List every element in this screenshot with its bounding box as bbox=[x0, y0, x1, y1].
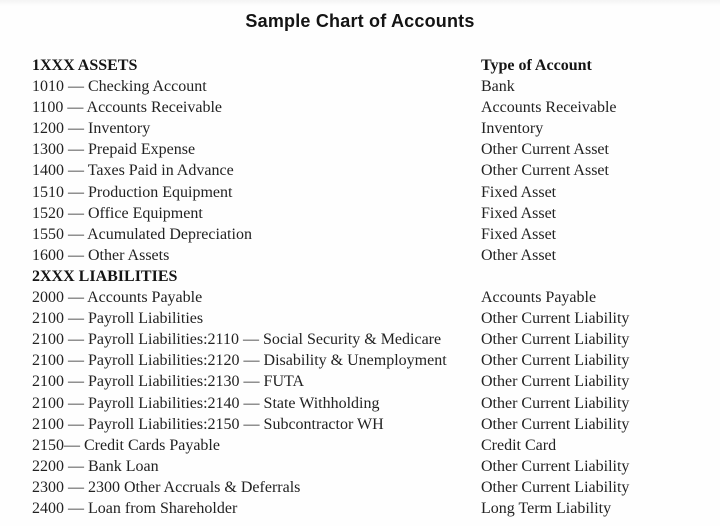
account-type-cell: Other Current Liability bbox=[481, 478, 630, 496]
account-type-cell: Accounts Payable bbox=[481, 289, 597, 307]
account-type-cell: Other Asset bbox=[481, 246, 557, 264]
table-row bbox=[32, 414, 706, 435]
account-type-cell: Fixed Asset bbox=[481, 225, 557, 243]
table-row bbox=[32, 224, 706, 245]
account-cell: 2100 — Payroll Liabilities:2130 — FUTA bbox=[32, 373, 305, 391]
table-row bbox=[32, 245, 706, 266]
account-type-cell: Other Current Asset bbox=[481, 141, 609, 159]
account-type-cell: Fixed Asset bbox=[481, 204, 557, 222]
account-type-cell: Other Current Liability bbox=[481, 373, 630, 391]
table-row bbox=[32, 266, 706, 287]
account-type-cell: Long Term Liability bbox=[481, 499, 612, 517]
table-row bbox=[32, 393, 706, 414]
account-cell: 2100 — Payroll Liabilities bbox=[32, 310, 204, 328]
account-type-cell: Fixed Asset bbox=[481, 183, 557, 201]
page-title: Sample Chart of Accounts bbox=[245, 11, 475, 31]
account-type-cell: Other Current Liability bbox=[481, 457, 630, 475]
account-cell: 1600 — Other Assets bbox=[32, 246, 170, 264]
account-type-cell: Type of Account bbox=[481, 57, 592, 74]
chart-of-accounts-table bbox=[32, 55, 706, 519]
account-cell: 1400 — Taxes Paid in Advance bbox=[32, 162, 234, 180]
account-cell: 1520 — Office Equipment bbox=[32, 204, 203, 222]
account-type-cell: Other Current Asset bbox=[481, 162, 609, 180]
account-type-cell: Bank bbox=[481, 78, 515, 96]
account-type-cell: Inventory bbox=[481, 120, 544, 138]
account-cell: 2150— Credit Cards Payable bbox=[32, 436, 220, 454]
account-cell: 2100 — Payroll Liabilities:2150 — Subcontractor WH bbox=[32, 415, 384, 433]
table-row bbox=[32, 456, 706, 477]
table-row bbox=[32, 55, 706, 76]
account-cell: 2000 — Accounts Payable bbox=[32, 289, 203, 307]
account-cell: 1XXX ASSETS bbox=[32, 57, 138, 74]
account-cell: 1200 — Inventory bbox=[32, 120, 151, 138]
table-row bbox=[32, 160, 706, 181]
account-cell: 2300 — 2300 Other Accruals & Deferrals bbox=[32, 478, 301, 496]
table-row bbox=[32, 435, 706, 456]
account-cell: 2200 — Bank Loan bbox=[32, 457, 159, 475]
account-cell: 1300 — Prepaid Expense bbox=[32, 141, 196, 159]
account-type-cell: Other Current Liability bbox=[481, 352, 630, 370]
account-cell: 1010 — Checking Account bbox=[32, 78, 207, 96]
table-row bbox=[32, 477, 706, 498]
table-row bbox=[32, 203, 706, 224]
account-cell: 1100 — Accounts Receivable bbox=[32, 99, 223, 117]
account-cell: 2100 — Payroll Liabilities:2120 — Disability & Unemployment bbox=[32, 352, 447, 370]
account-type-cell: Accounts Receivable bbox=[481, 99, 617, 117]
account-cell: 2XXX LIABILITIES bbox=[32, 267, 178, 285]
account-cell: 2100 — Payroll Liabilities:2140 — State Withholding bbox=[32, 394, 380, 412]
account-type-cell: Other Current Liability bbox=[481, 331, 630, 349]
table-row bbox=[32, 350, 706, 371]
table-row bbox=[32, 76, 706, 97]
account-cell: 1510 — Production Equipment bbox=[32, 183, 233, 201]
account-cell: 1550 — Acumulated Depreciation bbox=[32, 225, 252, 243]
table-row bbox=[32, 118, 706, 139]
account-type-cell: Credit Card bbox=[481, 436, 557, 454]
account-type-cell: Other Current Liability bbox=[481, 415, 630, 433]
account-type-cell: Other Current Liability bbox=[481, 310, 630, 328]
table-row bbox=[32, 287, 706, 308]
table-row bbox=[32, 498, 706, 519]
table-row bbox=[32, 308, 706, 329]
table-row bbox=[32, 329, 706, 350]
account-cell: 2100 — Payroll Liabilities:2110 — Social Security & Medicare bbox=[32, 331, 442, 349]
table-row bbox=[32, 371, 706, 392]
table-row bbox=[32, 139, 706, 160]
account-cell: 2400 — Loan from Shareholder bbox=[32, 499, 238, 517]
table-row bbox=[32, 97, 706, 118]
account-type-cell: Other Current Liability bbox=[481, 394, 630, 412]
table-row bbox=[32, 182, 706, 203]
